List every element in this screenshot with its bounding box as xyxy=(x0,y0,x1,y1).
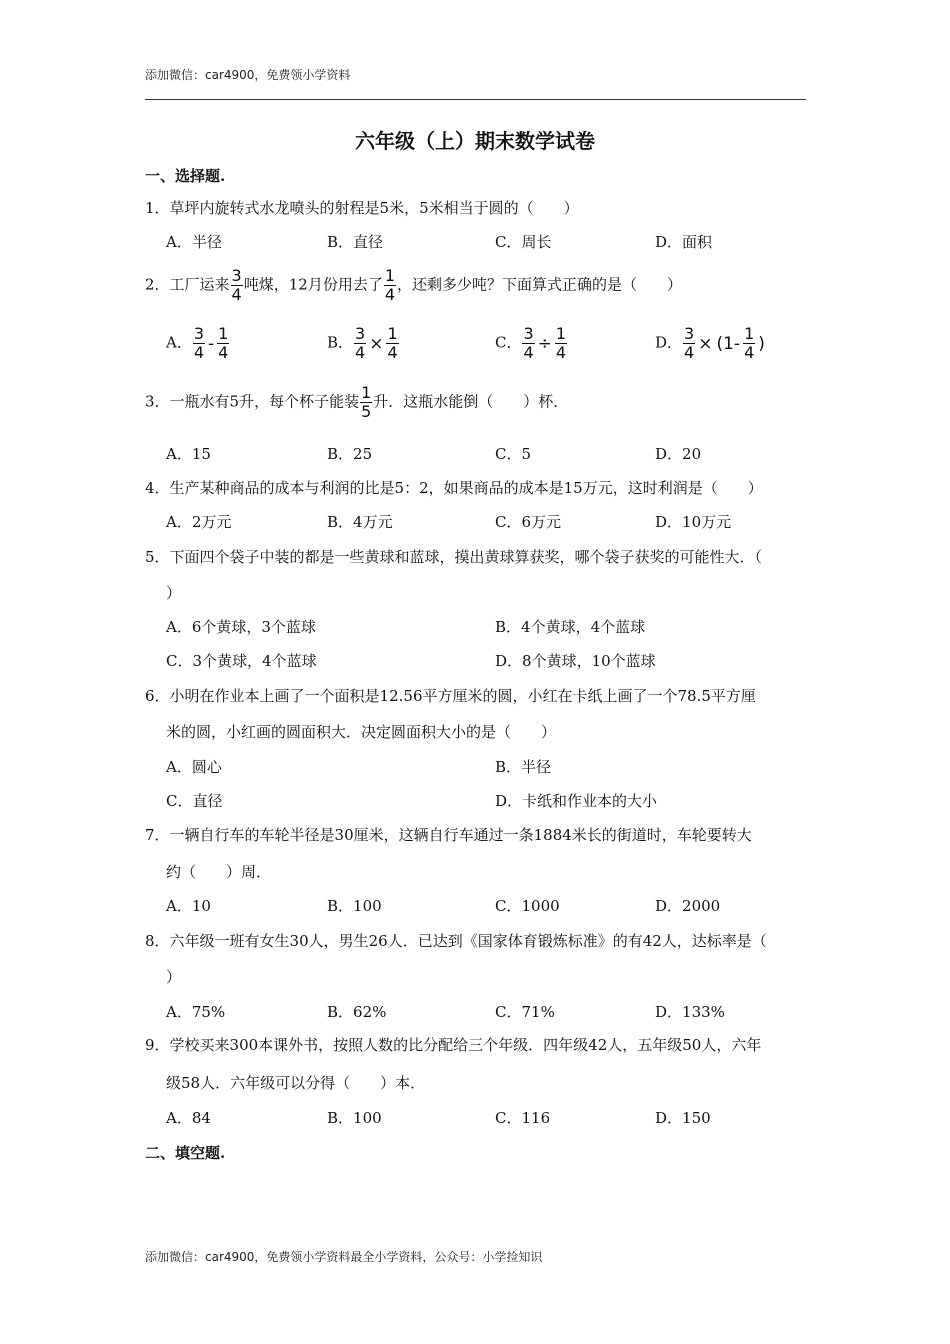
question-6: 6．小明在作业本上画了一个面积是12.56平方厘米的圆，小红在卡纸上画了一个78.5平方厘 xyxy=(145,687,756,705)
q7-option-b: B．100 xyxy=(327,897,382,915)
q5-option-a: A．6个黄球，3个蓝球 xyxy=(166,618,316,636)
q4-option-b: B．4万元 xyxy=(327,513,393,531)
q3-fraction-1-5: $\frac{1}{5}$ xyxy=(361,383,372,421)
q9-option-c: C．116 xyxy=(495,1109,551,1127)
q1-option-b: B．直径 xyxy=(327,233,384,251)
q3-option-d: D．20 xyxy=(655,445,702,463)
q4-option-d: D．10万元 xyxy=(655,513,732,531)
q2-fraction-3-4: $\frac{3}{4}$ xyxy=(231,266,242,304)
question-4: 4．生产某种商品的成本与利润的比是5：2，如果商品的成本是15万元，这时利润是（ ） xyxy=(145,479,763,497)
q1-option-d: D．面积 xyxy=(655,233,713,251)
q6-option-c: C．直径 xyxy=(166,792,223,810)
question-1: 1．草坪内旋转式水龙喷头的射程是5米，5米相当于圆的（ ） xyxy=(145,199,579,217)
q2-option-d: D． $\frac{3}{4}$ × (1- $\frac{1}{4}$ ) xyxy=(655,324,765,362)
q3-option-c: C．5 xyxy=(495,445,532,463)
page-header: 添加微信：car4900，免费领小学资料 xyxy=(145,68,351,82)
q8-option-a: A．75% xyxy=(166,1003,226,1021)
q1-option-a: A．半径 xyxy=(166,233,222,251)
q5-option-c: C．3个黄球，4个蓝球 xyxy=(166,652,317,670)
q2-text-mid: 吨煤，12月份用去了 xyxy=(243,275,383,294)
q2-option-c: C． $\frac{3}{4}$ ÷ $\frac{1}{4}$ xyxy=(495,324,567,362)
q2-option-a: A． $\frac{3}{4}$ - $\frac{1}{4}$ xyxy=(166,324,229,362)
header-divider xyxy=(145,99,806,100)
question-9: 9．学校买来300本课外书，按照人数的比分配给三个年级．四年级42人，五年级50人，六年 xyxy=(145,1036,762,1054)
section-fill-heading: 二、填空题. xyxy=(145,1144,226,1162)
q2-option-b: B． $\frac{3}{4}$ × $\frac{1}{4}$ xyxy=(327,324,398,362)
q7-option-a: A．10 xyxy=(166,897,211,915)
q8-option-c: C．71% xyxy=(495,1003,555,1021)
section-choice-heading: 一、选择题. xyxy=(145,167,226,185)
question-3: 3．一瓶水有5升，每个杯子能装 $\frac{1}{5}$ 升．这瓶水能倒（ ）杯． xyxy=(145,383,569,421)
q4-option-c: C．6万元 xyxy=(495,513,562,531)
question-8-cont: ） xyxy=(166,968,182,986)
q5-option-d: D．8个黄球，10个蓝球 xyxy=(495,652,656,670)
question-5-cont: ） xyxy=(166,584,182,602)
q1-option-c: C．周长 xyxy=(495,233,552,251)
question-7: 7．一辆自行车的车轮半径是30厘米，这辆自行车通过一条1884米长的街道时，车轮要转大 xyxy=(145,826,752,844)
question-7-cont: 约（ ）周． xyxy=(166,863,272,881)
q2-fraction-1-4: $\frac{1}{4}$ xyxy=(384,266,396,304)
q5-option-b: B．4个黄球，4个蓝球 xyxy=(495,618,646,636)
question-5: 5．下面四个袋子中装的都是一些黄球和蓝球，摸出黄球算获奖，哪个袋子获奖的可能性大．（ xyxy=(145,548,763,566)
question-2 xyxy=(145,268,682,303)
page-footer: 添加微信：car4900，免费领小学资料最全小学资料，公众号：小学捡知识 xyxy=(145,1250,543,1264)
q6-option-b: B．半径 xyxy=(495,758,552,776)
page-title: 六年级（上）期末数学试卷 xyxy=(355,129,595,153)
q2-text-pre: 2．工厂运来 xyxy=(145,275,230,294)
question-8: 8．六年级一班有女生30人，男生26人．已达到《国家体育锻炼标准》的有42人，达标率是（ xyxy=(145,932,767,950)
question-6-cont: 米的圆，小红画的圆面积大．决定圆面积大小的是（ ） xyxy=(166,723,557,741)
q9-option-d: D．150 xyxy=(655,1109,711,1127)
q8-option-b: B．62% xyxy=(327,1003,387,1021)
q9-option-b: B．100 xyxy=(327,1109,382,1127)
q8-option-d: D．133% xyxy=(655,1003,725,1021)
q7-option-c: C．1000 xyxy=(495,897,560,915)
q3-option-b: B．25 xyxy=(327,445,373,463)
q4-option-a: A．2万元 xyxy=(166,513,232,531)
q2-text-post: ，还剩多少吨？下面算式正确的是（ ） xyxy=(397,275,683,294)
q7-option-d: D．2000 xyxy=(655,897,721,915)
q9-option-a: A．84 xyxy=(166,1109,211,1127)
q6-option-d: D．卡纸和作业本的大小 xyxy=(495,792,658,810)
q6-option-a: A．圆心 xyxy=(166,758,222,776)
question-9-cont: 级58人．六年级可以分得（ ）本． xyxy=(166,1074,426,1092)
q3-option-a: A．15 xyxy=(166,445,211,463)
